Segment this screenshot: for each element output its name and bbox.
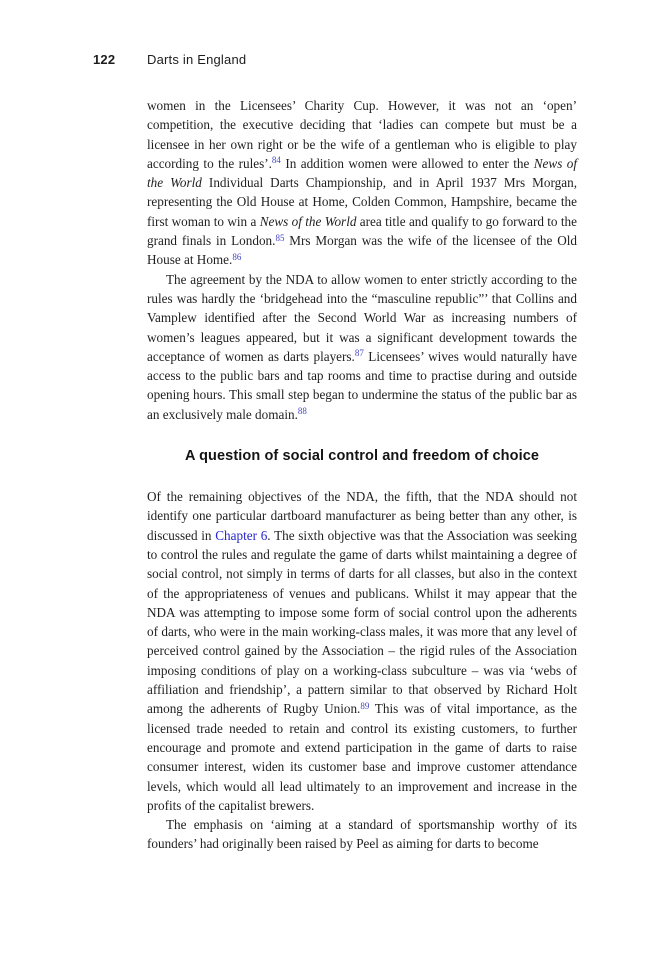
text-run: This was of vital importance, as the licensed trade needed to retain and control its existing customers, to further encourage and promote and extend participation in the game of darts to raise consumer interest, widen its customer base and improve customer attendance levels, which would all lead ultimately to an improvement and increase in the profits of the capitalist brewers. <box>147 701 577 813</box>
footnote-ref-85[interactable]: 85 <box>275 232 285 243</box>
text-run: Mrs Morgan was the wife of the licensee of the Old House at Home. <box>147 233 578 268</box>
page-body <box>147 96 577 854</box>
paragraph-2 <box>147 270 577 424</box>
text-run: Of the remaining objectives of the NDA, the fifth, that the NDA should not identify one particular dartboard manufacturer as being better than any other, is discussed in <box>147 489 577 543</box>
text-run: The emphasis on ‘aiming at a standard of sportsmanship worthy of its founders’ had originally been raised by Peel as aiming for darts to become <box>147 817 577 852</box>
footnote-ref-84[interactable]: 84 <box>271 155 281 166</box>
text-run: Licensees’ wives would naturally have access to the public bars and tap rooms and time to practise during and outside opening hours. This small step began to undermine the status of the public bar as an exclusively male domain. <box>147 348 577 422</box>
text-run: area title and qualify to go forward to the grand finals in London. <box>147 213 577 249</box>
text-run: . The sixth objective was that the Association was seeking to control the rules and regulate the game of darts whilst maintaining a degree of social control, not simply in terms of darts for all classes, but also in the context of the appropriateness of venues and publicans. Whilst it may appear that the NDA was attempting to impose some form of social control upon the adherents of darts, who were in the main working-class males, it was more that any level of perceived control gained by the Association – the rigid rules of the Association imposing conditions of play on a working-class subculture – was via ‘webs of affiliation and friendship’, a pattern similar to that observed by Richard Holt among the adherents of Rugby Union. <box>147 527 577 717</box>
footnote-ref-86[interactable]: 86 <box>232 251 242 262</box>
page-header <box>93 52 246 67</box>
footnote-ref-87[interactable]: 87 <box>354 348 364 359</box>
section-heading: A question of social control and freedom of choice <box>184 448 540 465</box>
text-run: In addition women were allowed to enter the <box>280 155 534 171</box>
text-run: women in the Licensees’ Charity Cup. However, it was not an ‘open’ competition, the executive deciding that ‘ladies can compete but must be a licensee in her own right or be the wife of a gentleman who is eligible to play according to the rules’. <box>147 98 577 171</box>
footnote-ref-88[interactable]: 88 <box>297 406 307 417</box>
text-run: Individual Darts Championship, and in April 1937 Mrs Morgan, representing the Old House at Home, Colden Common, Hampshire, became the first woman to win a <box>147 175 577 229</box>
running-title: Darts in England <box>147 52 247 67</box>
paragraph-3 <box>147 487 577 815</box>
footnote-ref-89[interactable]: 89 <box>360 700 370 711</box>
italic-run-news-of-the-world: News of the World <box>259 213 357 229</box>
chapter-6-link[interactable]: Chapter 6 <box>215 527 268 543</box>
page-number: 122 <box>93 52 116 67</box>
text-run: The agreement by the NDA to allow women to enter strictly according to the rules was hardly the ‘bridgehead into the “masculine republic”’ that Collins and Vamplew identified after the Second World War as increasing numbers of women’s leagues appeared, but it was a significant development towards the acceptance of women as darts players. <box>147 271 577 364</box>
paragraph-1 <box>147 96 577 270</box>
italic-run-news-of-the-world: News of the World <box>147 155 577 191</box>
paragraph-4 <box>147 815 577 854</box>
